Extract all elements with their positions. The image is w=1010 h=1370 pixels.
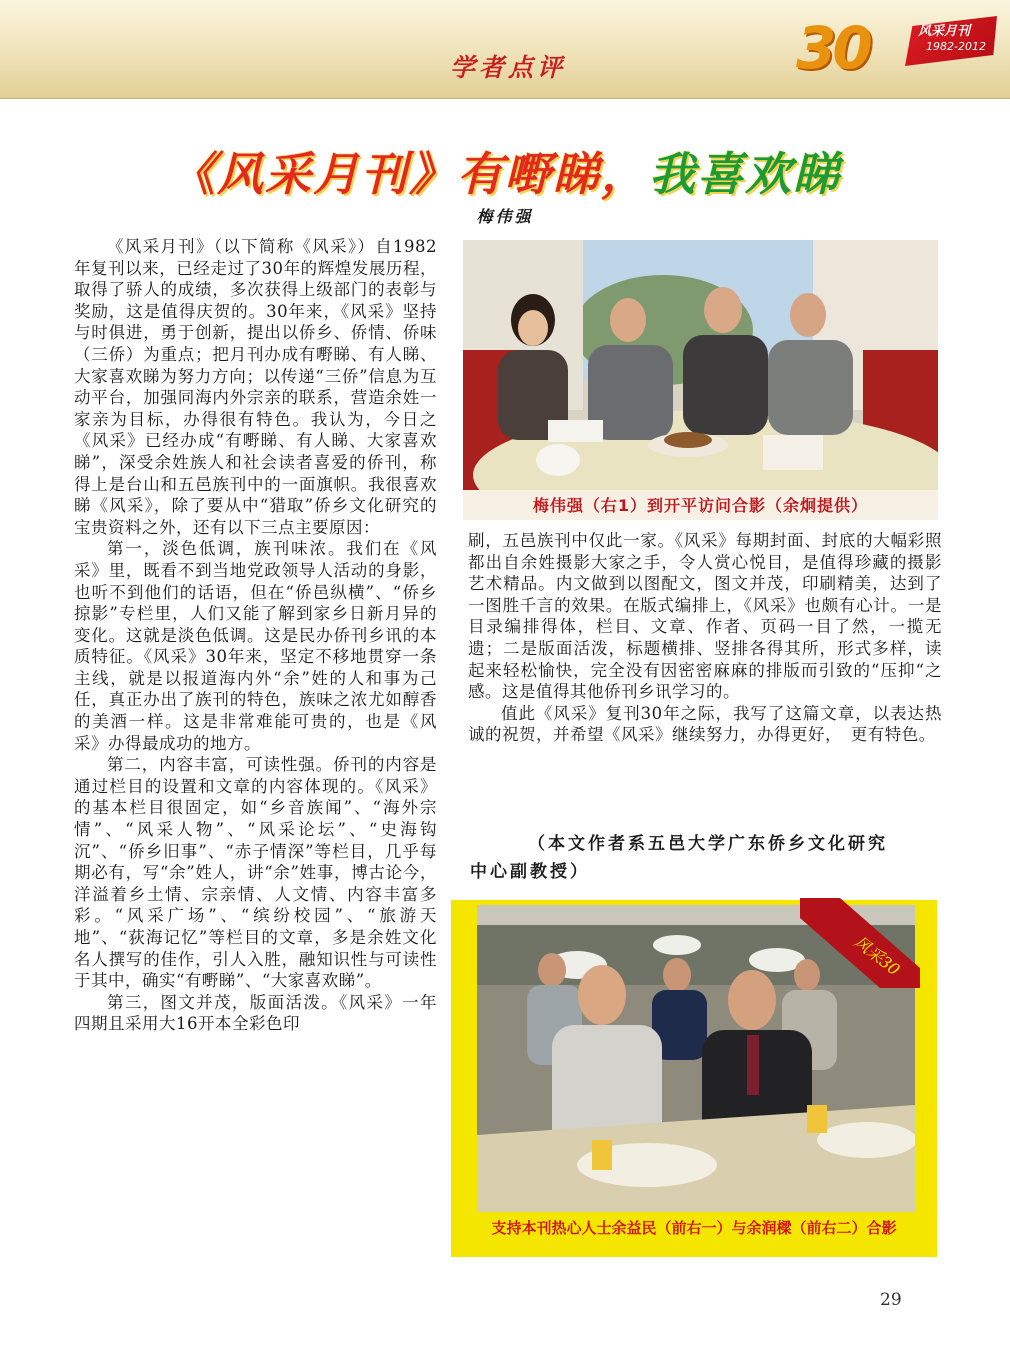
paragraph-closing: 值此《风采》复刊30年之际，我写了这篇文章，以表达热诚的祝贺，并希望《风采》继续努力，办得更好， 更有特色。 [468,703,942,745]
anniversary-years: 1982-2012 [926,40,986,53]
title-part1: 《风采月刊》有嘢睇， [169,147,649,201]
right-column [468,530,942,746]
paragraph-first: 第一，淡色低调，族刊味浓。我们在《风采》里，既看不到当地党政领导人活动的身影，也听不到他们的话语，但在“侨邑纵横”、“侨乡掠影”专栏里，人们又能了解到家乡日新月异的变化。这就是淡色低调。这是民办侨刊乡讯的本质特征。《风采》30年来，坚定不移地贯穿一条主线，就是以报道海内外“余”姓的人和事为己任，真正办出了族刊的特色，族味之浓尤如醇香的美酒一样。这是非常难能可贵的，也是《风采》办得最成功的地方。 [74,539,437,753]
paragraph-second: 第二，内容丰富，可读性强。侨刊的内容是通过栏目的设置和文章的内容体现的。《风采》的基本栏目很固定，如“乡音族闻”、“海外宗情”、“风采人物”、“风采论坛”、“史海钩沉”、“侨乡旧事”、“赤子情深”等栏目，几乎每期必有，写“余”姓人，讲“余”姓事，博古论今，洋溢着乡土情、宗亲情、人文情、内容丰富多彩。“风采广场”、“缤纷校园”、“旅游天地”、“荻海记忆”等栏目的文章，多是余姓文化名人撰写的佳作，引人入胜，融知识性与可读性于其中，确实“有嘢睇”、“大家喜欢睇”。 [74,755,437,991]
page-number: 29 [880,1290,902,1310]
article-title [0,138,1010,204]
photo-caption-supporters: 支持本刊热心人士余益民（前右一）与余润樑（前右二）合影 [491,1219,897,1237]
left-column [74,236,437,1035]
author-note [470,830,940,886]
anniversary-number: 30 [796,14,869,82]
photo-caption-visit: 梅伟强（右1）到开平访问合影（余炯提供） [532,496,869,515]
anniversary-name: 风采月刊 [918,24,971,39]
author: 梅伟强 [476,207,534,226]
stamp-ribbon [800,898,920,988]
paragraph-third: 第三，图文并茂，版面活泼。《风采》一年四期且采用大16开本全彩色印 [74,992,437,1034]
author-note-line1: （本文作者系五邑大学广东侨乡文化研究 [528,834,888,854]
author-note-line2: 中心副教授） [470,862,590,882]
paragraph-intro: 《风采月刊》（以下简称《风采》）自1982年复刊以来，已经走过了30年的辉煌发展历程，取得了骄人的成绩，多次获得上级部门的表彰与奖励，这是值得庆贺的。30年来，《风采》坚持与时俱进，勇于创新，提出以侨乡、侨情、侨味（三侨）为重点；把月刊办成有嘢睇、有人睇、大家喜欢睇为努力方向；以传递“三侨”信息为互动平台，加强同海内外宗亲的联系，营造余姓一家亲为目标，办得很有特色。我认为，今日之《风采》已经办成“有嘢睇、有人睇、大家喜欢睇”，深受余姓族人和社会读者喜爱的侨刊，称得上是台山和五邑族刊中的一面旗帜。我很喜欢睇《风采》，除了要从中“猎取”侨乡文化研究的宝贵资料之外，还有以下三点主要原因： [74,237,437,537]
photo-visit-group [463,240,938,520]
paragraph-third-continued: 刷，五邑族刊中仅此一家。《风采》每期封面、封底的大幅彩照都出自余姓摄影大家之手，令人赏心悦目，是值得珍藏的摄影艺术精品。内文做到以图配文，图文并茂，印刷精美，达到了一图胜千言的效果。在版式编排上，《风采》也颇有心计。一是目录编排得体，栏目、文章、作者、页码一目了然，一揽无遗；二是版面活泼，标题横排、竖排各得其所，形式多样，读起来轻松愉快，完全没有因密密麻麻的排版而引致的“压抑“之感。这是值得其他侨刊乡讯学习的。 [468,531,942,702]
section-label: 学者点评 [449,53,566,82]
visit-photo-illustration [463,240,938,490]
title-part2: 我喜欢睇 [649,147,841,201]
stamp-text: 风采30 [850,932,904,980]
